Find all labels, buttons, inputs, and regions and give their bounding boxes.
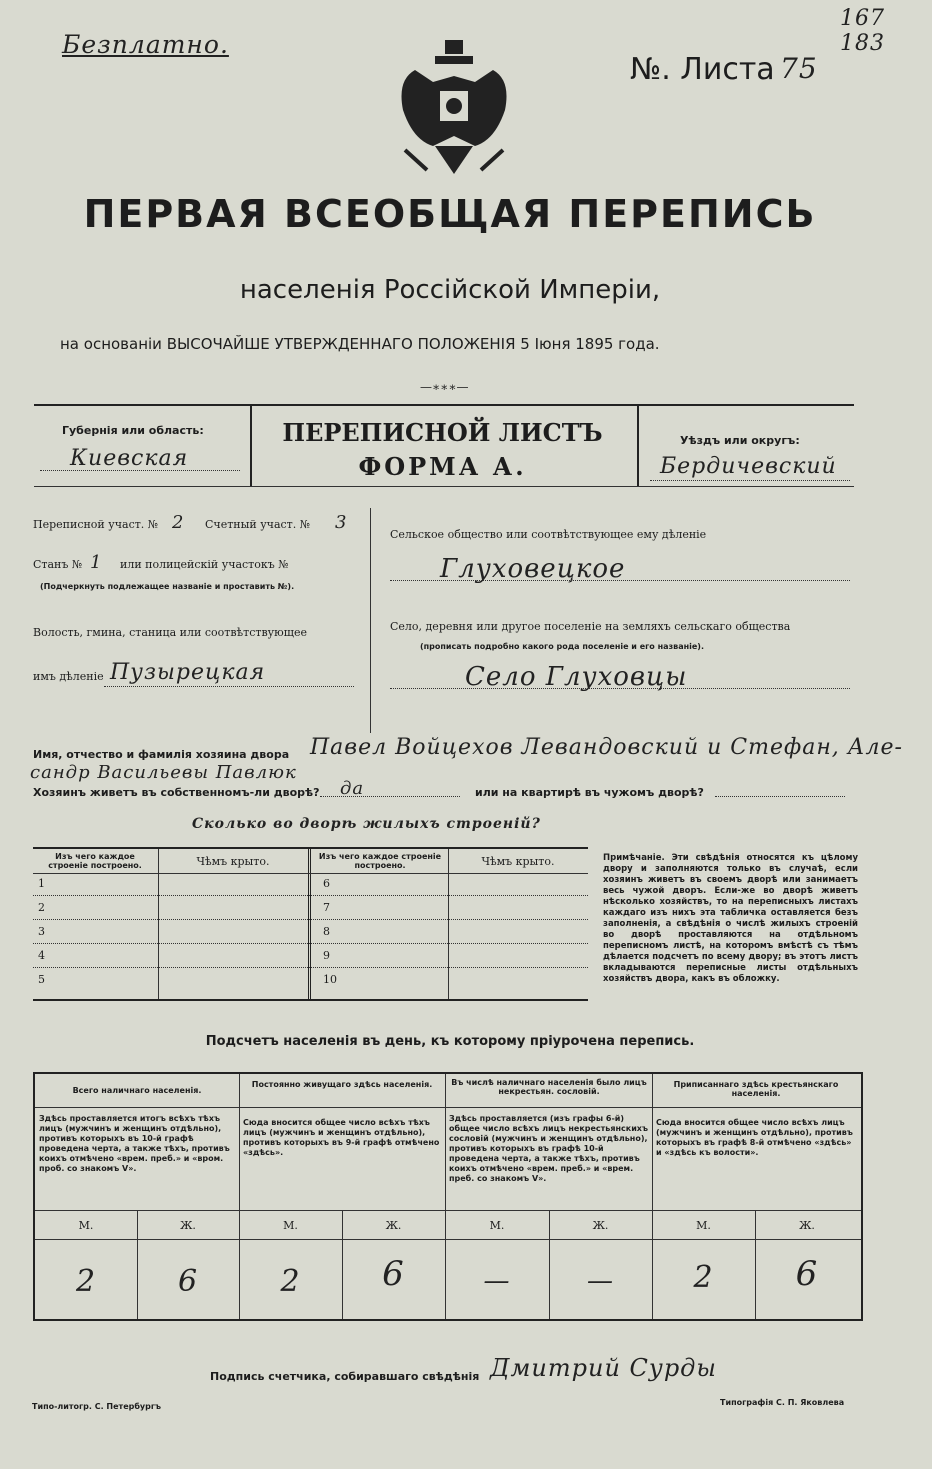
- owner-name-label: Имя, отчество и фамилія хозяина двора: [33, 748, 290, 761]
- f-label: Ж.: [180, 1219, 196, 1232]
- signature-label: Подпись счетчика, собиравшаго свѣдѣнія: [210, 1370, 480, 1383]
- pop-value-m: —: [483, 1266, 511, 1296]
- obshchestvo-line: [390, 580, 850, 581]
- guberniya-line: [40, 470, 240, 471]
- footer-left: Типо-литогр. С. Петербургъ: [32, 1402, 162, 1411]
- pop-col-title: Приписаннаго здѣсь крестьянскаго населенія.: [673, 1080, 839, 1098]
- f-label: Ж.: [592, 1219, 609, 1232]
- uchast-value: 2: [172, 512, 185, 533]
- selo-value: Село Глуховцы: [465, 662, 688, 692]
- owner-name-value: Павел Войцехов Левандовский и Стефан, Але-: [310, 735, 903, 760]
- m-label: М.: [283, 1219, 298, 1232]
- f-label: Ж.: [385, 1219, 402, 1232]
- build-row-num: 9: [323, 949, 330, 962]
- obshchestvo-value: Глуховецкое: [440, 554, 626, 584]
- col-roof-right: Чѣмъ крыто.: [481, 855, 555, 868]
- col-material-left: Изъ чего каждое строеніе построено.: [48, 852, 142, 870]
- obshchestvo-label: Сельское общество или соотвѣтствующее ему дѣленіе: [390, 528, 707, 541]
- uezd-label: Уѣздъ или округъ:: [680, 434, 800, 447]
- buildings-table: [33, 847, 588, 1001]
- volost-line: [104, 686, 354, 687]
- apt-label: или на квартирѣ въ чужомъ дворѣ?: [475, 786, 704, 799]
- build-row-num: 1: [38, 877, 45, 890]
- build-row-num: 8: [323, 925, 330, 938]
- guberniya-value: Киевская: [70, 446, 189, 471]
- pop-col-desc: Здѣсь проставляется итогъ всѣхъ тѣхъ лицъ (мужчинъ и женщинъ отдѣльно), противъ которыхъ въ 10-й графѣ проведена черта, а также тѣхъ, противъ коихъ отмѣчено «врем. преб.» и «вром. проб. со знакомъ V».: [39, 1114, 230, 1173]
- lives-line: [320, 796, 460, 797]
- pop-col-title: Постоянно живущаго здѣсь населенія.: [251, 1080, 433, 1089]
- population-table: [33, 1072, 863, 1321]
- pop-value-m: 2: [693, 1260, 714, 1295]
- lives-label: Хозяинъ живетъ въ собственномъ-ли дворѣ?: [33, 786, 320, 799]
- selo-label: Село, деревня или другое поселеніе на земляхъ сельскаго общества: [390, 620, 791, 633]
- pop-value-f: 6: [382, 1254, 405, 1294]
- build-row-num: 4: [38, 949, 45, 962]
- stan-label: Станъ №: [33, 558, 83, 571]
- build-row-num: 5: [38, 973, 45, 986]
- lives-value: да: [340, 778, 365, 799]
- col-material-right: Изъ чего каждое строеніе построено.: [318, 852, 442, 870]
- m-label: М.: [489, 1219, 505, 1232]
- free-label: Безплатно.: [62, 30, 229, 59]
- pop-col-desc: Здѣсь проставляется (изъ графы 6-й) общее число всѣхъ лицъ некрестьянскихъ сословій (мужчинъ и женщинъ отдѣльно), противъ которыхъ въ графѣ 10-й проведена черта, а также тѣхъ, противъ коихъ отмѣчено «врем. преб.» и «врем. преб. со знакомъ V».: [449, 1114, 648, 1183]
- volost-value: Пузырецкая: [110, 660, 266, 685]
- build-row-num: 2: [38, 901, 45, 914]
- f-label: Ж.: [799, 1219, 815, 1232]
- col-roof-left: Чѣмъ крыто.: [196, 855, 270, 868]
- page-subtitle: населенія Россійской Имперіи,: [239, 275, 661, 305]
- pop-col-title: Въ числѣ наличнаго населенія было лицъ некрестьян. сословій.: [451, 1078, 647, 1096]
- pop-value-m: 2: [280, 1264, 301, 1299]
- form-title-1: ПЕРЕПИСНОЙ ЛИСТЪ: [282, 418, 603, 447]
- apt-line: [715, 796, 845, 797]
- basis-line: на основаніи ВЫСОЧАЙШЕ УТВЕРЖДЕННАГО ПОЛОЖЕНІЯ 5 Іюня 1895 года.: [60, 335, 660, 353]
- corner-number: 167 183: [840, 6, 885, 56]
- ornament: —∗∗∗—: [420, 380, 469, 394]
- m-label: М.: [696, 1219, 711, 1232]
- pop-col-title: Всего наличнаго населенія.: [72, 1086, 202, 1095]
- signature-value: Дмитрий Сурды: [490, 1354, 717, 1382]
- buildings-question: Сколько во дворѣ жилыхъ строеній?: [192, 816, 541, 832]
- note-text: Примѣчаніе. Эти свѣдѣнія относятся къ цѣлому двору и заполняются только въ случаѣ, если хозяинъ живетъ въ своемъ дворѣ или занимаетъ весь чужой дворъ. Если-же во дворѣ живетъ нѣсколько хозяйствъ, то на переписныхъ листахъ каждаго изъ нихъ эта табличка оставляется безъ заполненія, а свѣдѣнія о числѣ жилыхъ строеній во дворѣ проставляются на отдѣльномъ переписномъ листѣ, на которомъ вмѣстѣ съ тѣмъ дѣлается подсчетъ по всему двору; въ этотъ листъ вкладываются переписные листы отдѣльныхъ хозяйствъ двора, какъ въ обложку.: [603, 853, 858, 984]
- volost-label-2: имъ дѣленіе: [33, 670, 104, 683]
- build-row-num: 10: [323, 973, 337, 986]
- pop-value-f: 6: [177, 1264, 199, 1299]
- police-label: или полицейскій участокъ №: [120, 558, 289, 571]
- pop-col-desc: Сюда вносится общее число всѣхъ лицъ (мужчинъ и женщинъ отдѣльно), противъ которыхъ въ графѣ 8-й отмѣчено «здѣсь» и «здѣсь къ волости».: [656, 1118, 853, 1157]
- footer-right: Типографія С. П. Яковлева: [720, 1398, 845, 1407]
- selo-note: (прописать подробно какого рода поселеніе и его названіе).: [420, 642, 705, 651]
- page-title: ПЕРВАЯ ВСЕОБЩАЯ ПЕРЕПИСЬ: [83, 192, 817, 236]
- stan-note: (Подчеркнуть подлежащее названіе и проставить №).: [40, 582, 295, 591]
- uchast-label: Переписной участ. №: [33, 518, 159, 531]
- form-title-2: ФОРМА А.: [358, 452, 527, 481]
- pop-value-m: 2: [75, 1264, 97, 1299]
- population-heading: Подсчетъ населенія въ день, къ которому пріурочена перепись.: [205, 1034, 695, 1049]
- double-headed-eagle-icon: [395, 38, 513, 178]
- section-divider: [370, 508, 371, 733]
- m-label: М.: [78, 1219, 94, 1232]
- sheet-no-label: №. Листа: [630, 52, 775, 87]
- owner-name-value-2: сандр Васильевы Павлюк: [30, 762, 297, 783]
- build-row-num: 6: [323, 877, 330, 890]
- sheet-no-value: 75: [780, 52, 818, 85]
- schet-label: Счетный участ. №: [205, 518, 311, 531]
- guberniya-label: Губернія или область:: [62, 424, 204, 437]
- pop-value-f: —: [587, 1266, 614, 1296]
- schet-value: 3: [335, 512, 348, 533]
- uezd-value: Бердичевский: [660, 454, 837, 479]
- build-row-num: 7: [323, 901, 330, 914]
- volost-label: Волость, гмина, станица или соотвѣтствующее: [33, 626, 307, 639]
- pop-col-desc: Сюда вносится общее число всѣхъ тѣхъ лицъ (мужчинъ и женщинъ отдѣльно), противъ которыхъ въ 9-й графѣ отмѣчено «здѣсь».: [243, 1118, 440, 1157]
- pop-value-f: 6: [795, 1254, 819, 1294]
- uezd-line: [650, 480, 850, 481]
- selo-line: [390, 688, 850, 689]
- build-row-num: 3: [38, 925, 45, 938]
- stan-value: 1: [90, 552, 103, 573]
